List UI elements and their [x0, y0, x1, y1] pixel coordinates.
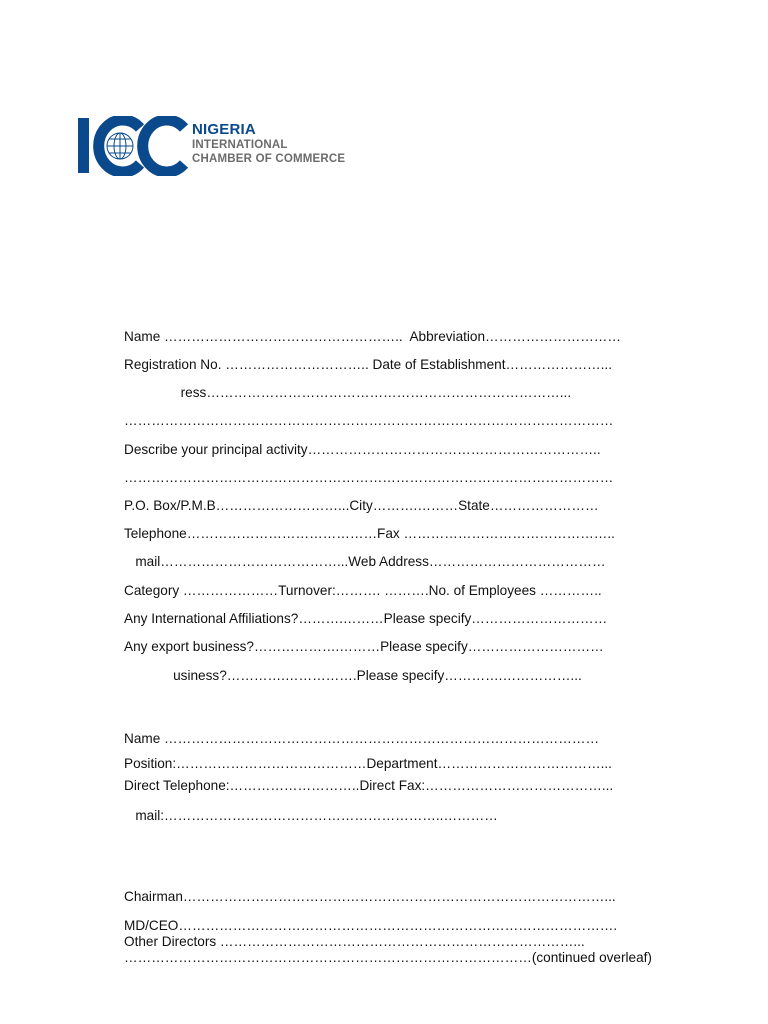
- logo-chamber: CHAMBER OF COMMERCE: [192, 152, 346, 165]
- logo-international: INTERNATIONAL: [192, 139, 288, 151]
- international-affiliations-field[interactable]: Any International Affiliations?……….………Please specify…………………………: [124, 611, 608, 626]
- md-ceo-field[interactable]: MD/CEO…………………………………………………………………………………….: [124, 918, 618, 933]
- registration-field[interactable]: Registration No. ………………………….. Date of Establishment…………………...: [124, 357, 612, 372]
- direct-telephone-fax-field[interactable]: Direct Telephone:………………………..Direct Fax:…………………………………...: [124, 778, 614, 793]
- icc-logo-mark-icon: [78, 116, 190, 176]
- address-continuation-field[interactable]: ………………………………………………………………………………………………: [124, 413, 614, 428]
- continued-overleaf-line: ………………………………………………………………………………(continued overleaf): [124, 950, 652, 965]
- company-name-field[interactable]: Name …………………………………………….. Abbreviation…………………………: [124, 329, 621, 344]
- principal-activity-continuation-field[interactable]: ………………………………………………………………………………………………: [124, 470, 614, 485]
- logo-text: [192, 122, 345, 165]
- position-department-field[interactable]: Position:……………………………………Department………………………………...: [124, 756, 612, 771]
- logo-nigeria: NIGERIA: [192, 121, 256, 138]
- contact-name-field[interactable]: Name ……………………………………………………………………………………: [124, 731, 600, 746]
- category-turnover-field[interactable]: Category …………………Turnover:………. ……….No. of Employees …………..: [124, 583, 602, 598]
- po-box-city-state-field[interactable]: P.O. Box/P.M.B………………………...City……….………State……………………: [124, 498, 599, 513]
- principal-activity-field[interactable]: Describe your principal activity………………………………………………………..: [124, 442, 601, 457]
- other-directors-field[interactable]: Other Directors ……………………………………………………………………...: [124, 934, 585, 949]
- icc-logo: [78, 116, 348, 176]
- export-business-field[interactable]: Any export business?……………….………Please specify…………………………: [124, 639, 604, 654]
- contact-email-field[interactable]: mail:……………………………………………………..…………: [124, 808, 498, 823]
- business-field[interactable]: usiness?………….…………….Please specify………….……………...: [124, 668, 582, 683]
- chairman-field[interactable]: Chairman…………………………………………………………………………………...: [124, 889, 616, 904]
- email-web-field[interactable]: mail…………………………………...Web Address…………………………………: [124, 554, 606, 569]
- telephone-fax-field[interactable]: Telephone……………………………………Fax ………………………………………..: [124, 526, 615, 541]
- address-field[interactable]: ress……………………………………………………………………...: [124, 385, 572, 400]
